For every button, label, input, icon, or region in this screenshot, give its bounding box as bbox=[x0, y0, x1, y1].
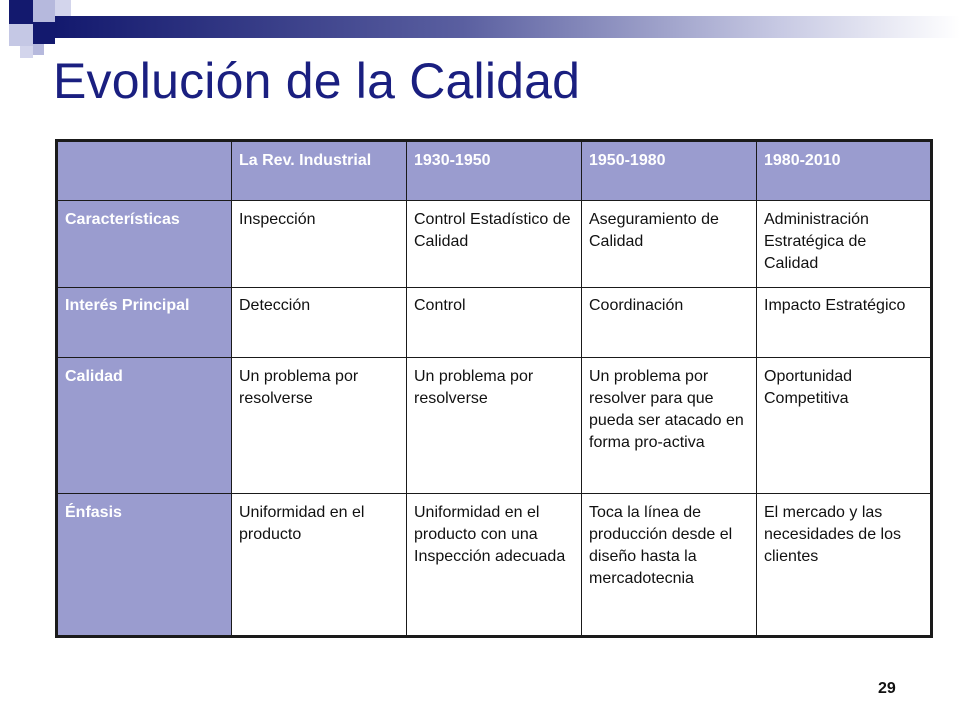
header-cell: 1930-1950 bbox=[407, 141, 582, 201]
table-cell: Toca la línea de producción desde el diseño hasta la mercadotecnia bbox=[582, 494, 757, 637]
decor-square bbox=[33, 44, 44, 55]
decor-square bbox=[9, 24, 33, 46]
header-cell bbox=[57, 141, 232, 201]
table-cell: Control Estadístico de Calidad bbox=[407, 201, 582, 288]
table-cell: Un problema por resolver para que pueda ser atacado en forma pro-activa bbox=[582, 358, 757, 494]
title-gradient-bar bbox=[55, 16, 960, 38]
row-label: Características bbox=[57, 201, 232, 288]
decor-square bbox=[33, 0, 55, 22]
table-header-row bbox=[57, 141, 932, 201]
table-cell: Aseguramiento de Calidad bbox=[582, 201, 757, 288]
header-cell: 1980-2010 bbox=[757, 141, 932, 201]
page-number: 29 bbox=[878, 680, 896, 697]
table-cell: El mercado y las necesidades de los clientes bbox=[757, 494, 932, 637]
table-row bbox=[57, 201, 932, 288]
table-cell: Detección bbox=[232, 288, 407, 358]
decor-square bbox=[33, 22, 55, 44]
decor-square bbox=[20, 46, 33, 58]
table-cell: Impacto Estratégico bbox=[757, 288, 932, 358]
table-cell: Uniformidad en el producto bbox=[232, 494, 407, 637]
decor-square bbox=[9, 0, 33, 24]
decor-square bbox=[55, 0, 71, 16]
table-cell: Uniformidad en el producto con una Inspección adecuada bbox=[407, 494, 582, 637]
row-label: Énfasis bbox=[57, 494, 232, 637]
table-row bbox=[57, 358, 932, 494]
quality-evolution-table bbox=[55, 139, 933, 638]
table-cell: Coordinación bbox=[582, 288, 757, 358]
table-cell: Control bbox=[407, 288, 582, 358]
table-cell: Administración Estratégica de Calidad bbox=[757, 201, 932, 288]
table-cell: Un problema por resolverse bbox=[232, 358, 407, 494]
header-cell: La Rev. Industrial bbox=[232, 141, 407, 201]
slide-title: Evolución de la Calidad bbox=[53, 53, 581, 109]
row-label: Calidad bbox=[57, 358, 232, 494]
table-row bbox=[57, 288, 932, 358]
table-cell: Inspección bbox=[232, 201, 407, 288]
header-cell: 1950-1980 bbox=[582, 141, 757, 201]
table-cell: Oportunidad Competitiva bbox=[757, 358, 932, 494]
row-label: Interés Principal bbox=[57, 288, 232, 358]
table-row bbox=[57, 494, 932, 637]
table-cell: Un problema por resolverse bbox=[407, 358, 582, 494]
